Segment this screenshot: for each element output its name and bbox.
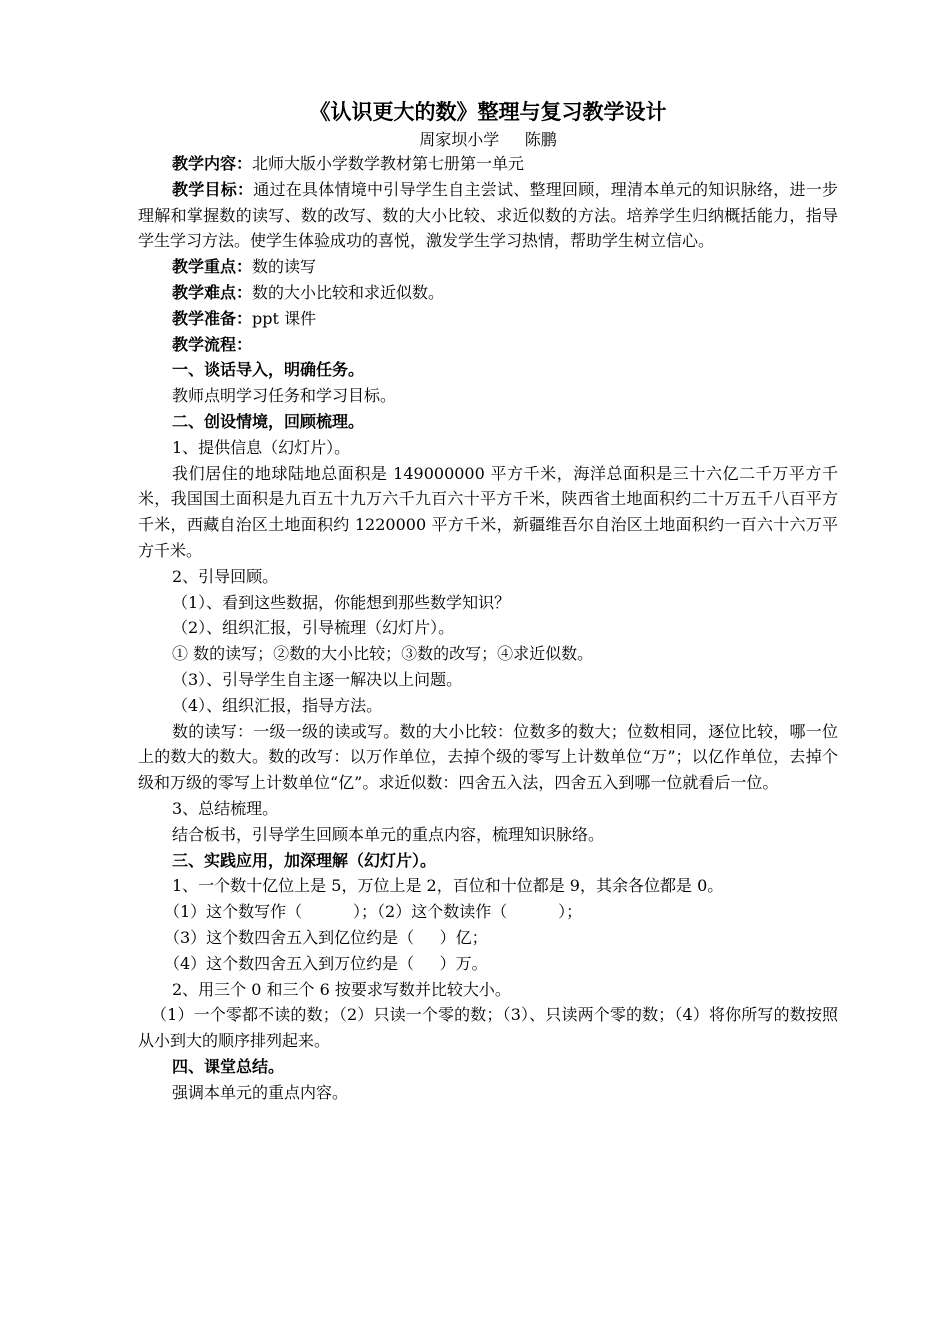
section3-q1: 1、一个数十亿位上是 5，万位上是 2，百位和十位都是 9，其余各位都是 0。 xyxy=(172,876,724,896)
section2-info: 我们居住的地球陆地总面积是 149000000 平方千米，海洋总面积是三十六亿二千万平方千米，我国国土面积是九百五十九万六千九百六十平方千米，陕西省土地面积约二十万五千八百平方千米，西藏自治区土地面积约 1220000 平方千米，新疆维吾尔自治区土地面积约一百六十六万平方千米。 xyxy=(138,463,838,560)
difficulty-label: 教学难点： xyxy=(172,282,253,302)
key-point-label: 教学重点： xyxy=(172,257,253,277)
teaching-goal-label: 教学目标： xyxy=(172,179,254,199)
section2-method: 数的读写：一级一级的读或写。数的大小比较：位数多的数大；位数相同，逐位比较，哪一位上的数大的数大。数的改写：以万作单位，去掉个级的零写上计数单位“万”；以亿作单位，去掉个级和万级的零写上计数单位“亿”。求近似数：四舍五入法，四舍五入到哪一位就看后一位。 xyxy=(138,721,838,793)
difficulty xyxy=(138,280,838,306)
document-body xyxy=(138,151,838,1105)
preparation-text: ppt 课件 xyxy=(252,308,317,328)
document-title: 《认识更大的数》整理与复习教学设计 xyxy=(309,99,667,124)
section1-heading: 一、谈话导入，明确任务。 xyxy=(172,360,365,380)
section4-text: 强调本单元的重点内容。 xyxy=(172,1082,349,1102)
section2-sub2: （2）、组织汇报，引导梳理（幻灯片）。 xyxy=(172,618,455,638)
section1-text: 教师点明学习任务和学习目标。 xyxy=(172,386,397,406)
section2-item2: 2、引导回顾。 xyxy=(172,566,279,586)
teaching-content xyxy=(138,151,838,177)
preparation-label: 教学准备： xyxy=(172,308,253,328)
section4-heading: 四、课堂总结。 xyxy=(172,1056,285,1076)
difficulty-text: 数的大小比较和求近似数。 xyxy=(252,282,445,302)
section3-heading: 三、实践应用，加深理解（幻灯片）。 xyxy=(172,850,437,870)
process-label: 教学流程： xyxy=(172,334,253,354)
section2-sub3: （3）、引导学生自主逐一解决以上问题。 xyxy=(172,669,463,689)
teaching-content-label: 教学内容： xyxy=(172,154,253,173)
section2-summary: 结合板书，引导学生回顾本单元的重点内容，梳理知识脉络。 xyxy=(172,824,605,844)
section3-q1-a: （1）这个数写作（ ）；（2）这个数读作（ ）； xyxy=(164,902,583,922)
section2-sub1: （1）、看到这些数据，你能想到那些数学知识？ xyxy=(172,592,511,612)
teaching-goal xyxy=(138,177,838,254)
preparation xyxy=(138,306,838,332)
author-byline: 周家坝小学 陈鹏 xyxy=(419,130,557,149)
section2-item1: 1、提供信息（幻灯片）。 xyxy=(172,437,351,457)
teaching-goal-text: 通过在具体情境中引导学生自主尝试、整理回顾，理清本单元的知识脉络，进一步理解和掌握数的读写、数的改写、数的大小比较、求近似数的方法。培养学生归纳概括能力，指导学生学习方法。使学生体验成功的喜悦，激发学生学习热情，帮助学生树立信心。 xyxy=(138,179,838,251)
section2-sub4: （4）、组织汇报，指导方法。 xyxy=(172,695,383,715)
section2-item3: 3、总结梳理。 xyxy=(172,798,279,818)
section3-q2: 2、用三个 0 和三个 6 按要求写数并比较大小。 xyxy=(172,979,511,999)
section3-q2-a: （1）一个零都不读的数；（2）只读一个零的数；（3）、只读两个零的数；（4）将你所写的数按照从小到大的顺序排列起来。 xyxy=(138,1005,838,1051)
section3-q1-b: （3）这个数四舍五入到亿位约是（ ）亿； xyxy=(164,927,488,947)
section2-heading: 二、创设情境，回顾梳理。 xyxy=(172,411,365,431)
key-point-text: 数的读写 xyxy=(252,257,317,277)
section3-q1-c: （4）这个数四舍五入到万位约是（ ）万。 xyxy=(164,953,488,973)
key-point xyxy=(138,254,838,280)
teaching-content-text: 北师大版小学数学教材第七册第一单元 xyxy=(252,154,525,173)
section2-sub2-list: ① 数的读写；②数的大小比较；③数的改写；④求近似数。 xyxy=(172,644,594,664)
